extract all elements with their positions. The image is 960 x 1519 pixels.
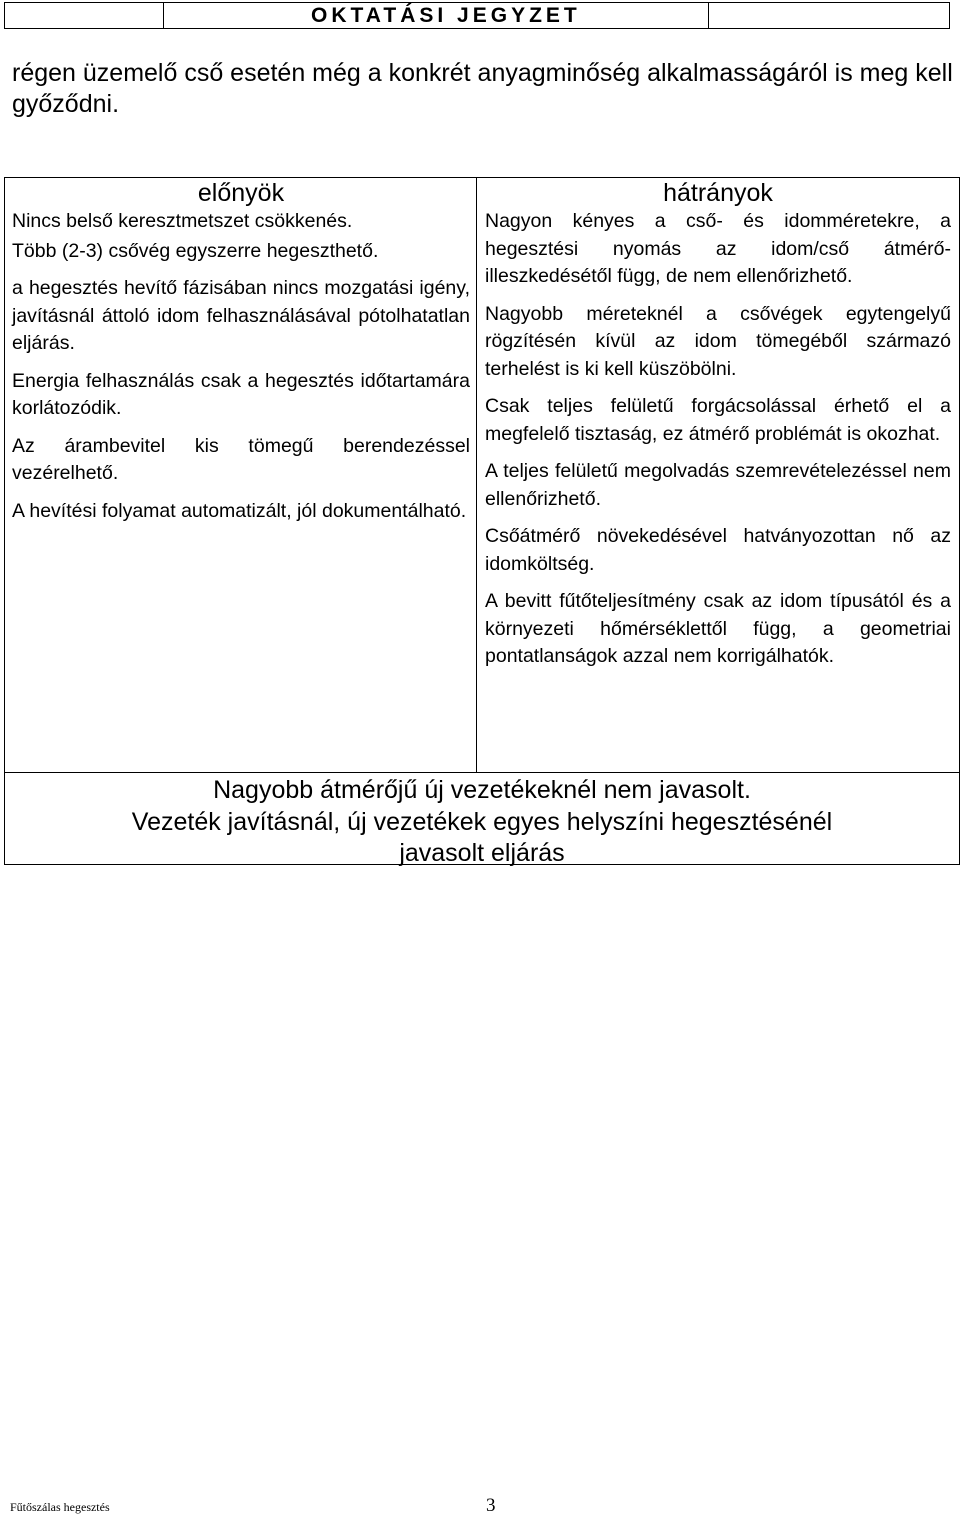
column-divider: [476, 178, 477, 772]
header-cell-left: [5, 3, 164, 28]
advantages-column: [12, 178, 470, 535]
conclusion-line: javasolt eljárás: [399, 839, 565, 867]
disadvantage-item: A bevitt fűtőteljesítmény csak az idom típusától és a környezeti hőmérséklettől függ, a geometriai pontatlanságok azzal nem korrigálhatók.: [485, 590, 951, 667]
conclusion-line: Vezeték javításnál, új vezetékek egyes helyszíni hegesztésénél: [131, 807, 833, 836]
page-number: 3: [486, 1495, 496, 1516]
advantage-item: A hevítési folyamat automatizált, jól dokumentálható.: [12, 499, 467, 522]
header-cell-right: [709, 3, 949, 28]
disadvantages-column: [485, 178, 951, 681]
advantage-item: Nincs belső keresztmetszet csökkenés.: [12, 210, 353, 232]
conclusion: [5, 775, 959, 870]
footer-doc-title: Fűtőszálas hegesztés: [10, 1500, 110, 1514]
disadvantage-item: A teljes felületű megolvadás szemrevételezéssel nem ellenőrizhető.: [485, 460, 951, 510]
advantages-heading: előnyök: [197, 179, 285, 207]
advantage-item: Energia felhasználás csak a hegesztés időtartamára korlátozódik.: [12, 369, 470, 419]
disadvantage-item: Csőátmérő növekedésével hatványozottan nő az idomköltség.: [485, 525, 951, 575]
advantage-item: Az árambevitel kis tömegű berendezéssel vezérelhető.: [12, 434, 470, 484]
disadvantage-item: Nagyon kényes a cső- és idomméretekre, a hegesztési nyomás az idom/cső átmérő-illeszkedésétől függ, de nem ellenőrizhető.: [485, 210, 951, 287]
disadvantage-item: Csak teljes felületű forgácsolással érhető el a megfelelő tisztaság, ez átmérő problémát is okozhat.: [485, 395, 951, 445]
disadvantages-heading: hátrányok: [663, 179, 773, 207]
advantage-item: a hegesztés hevítő fázisában nincs mozgatási igény, javításnál áttoló idom felhasználásával pótolhatatlan eljárás.: [12, 277, 470, 354]
document-header: [4, 2, 950, 29]
comparison-table: [4, 177, 960, 865]
intro-paragraph: régen üzemelő cső esetén még a konkrét anyagminőség alkalmasságáról is meg kell győződni.: [12, 59, 953, 118]
disadvantage-item: Nagyobb méreteknél a csővégek egytengelyű rögzítésén kívül az idom tömegéből származó terhelést is ki kell küszöbölni.: [485, 302, 951, 380]
conclusion-line: Nagyobb átmérőjű új vezetékeknél nem javasolt.: [213, 776, 751, 804]
document-title: OKTATÁSI JEGYZET: [164, 3, 709, 28]
advantage-item: Több (2-3) csővég egyszerre hegeszthető.: [12, 239, 379, 262]
row-divider: [5, 772, 959, 773]
